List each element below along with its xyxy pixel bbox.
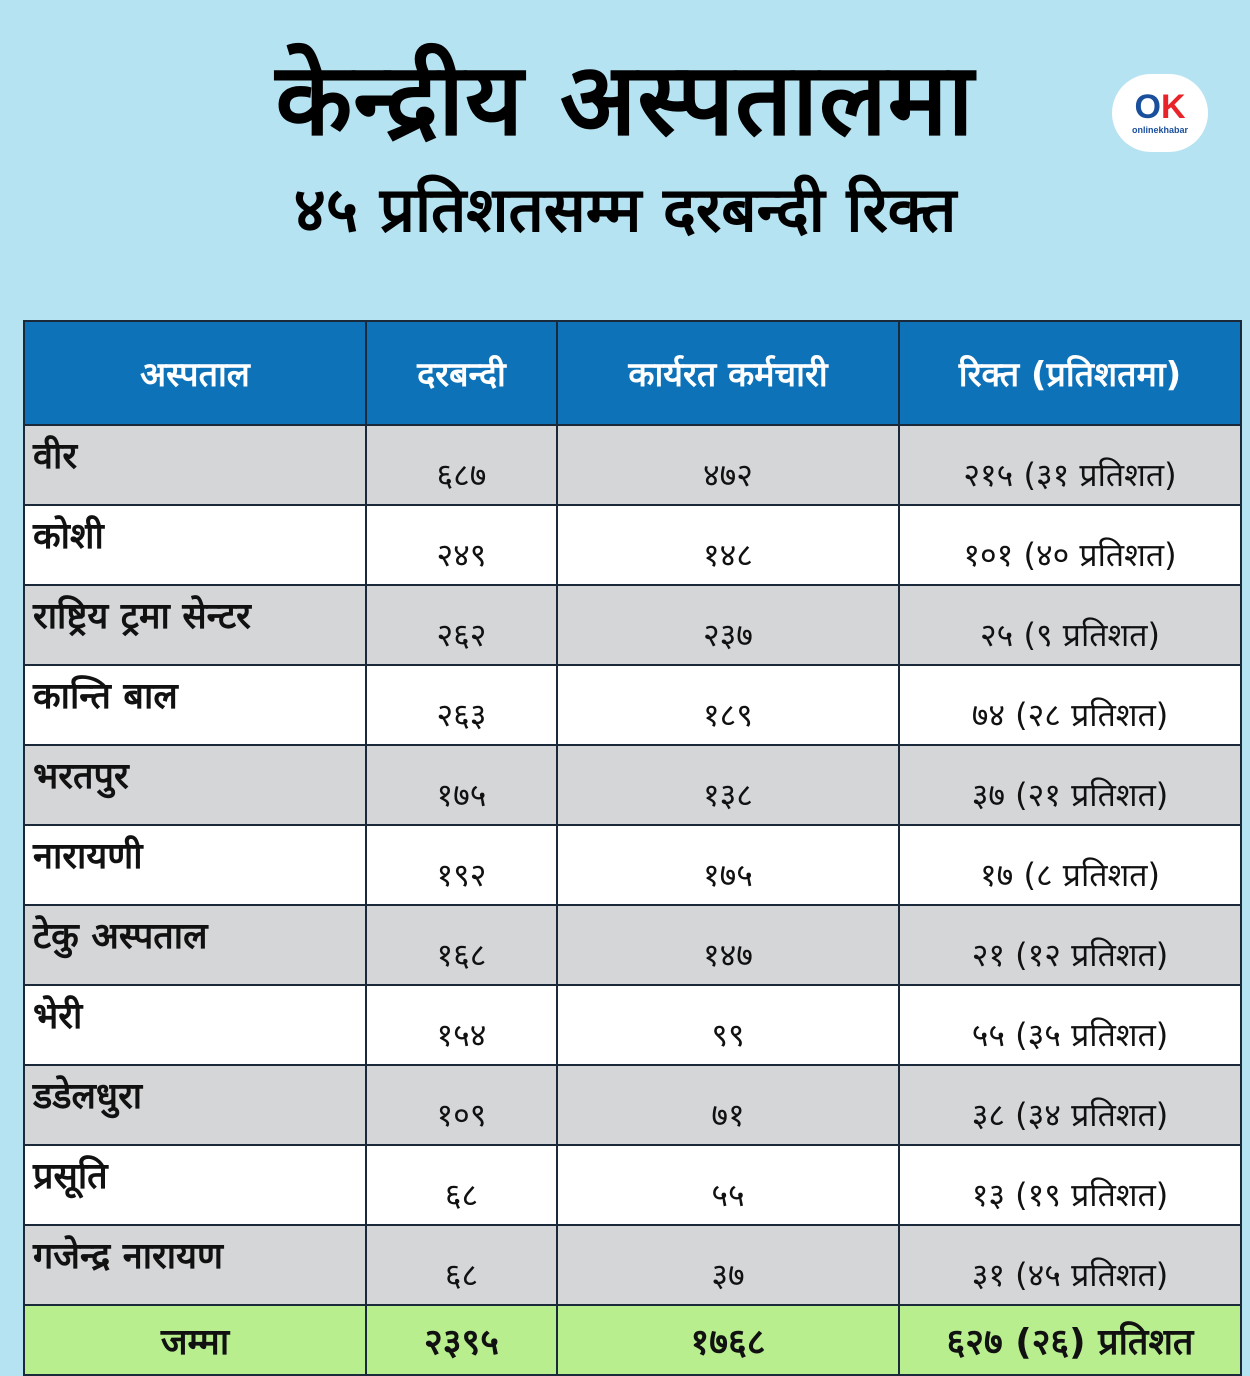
vacant-value: २५ (९ प्रतिशत) (899, 585, 1241, 665)
posts-value: ६८ (366, 1225, 557, 1305)
total-posts: २३९५ (366, 1305, 557, 1375)
logo-mark: OK (1134, 88, 1186, 126)
vacant-value: १७ (८ प्रतिशत) (899, 825, 1241, 905)
posts-value: २६२ (366, 585, 557, 665)
header-hospital: अस्पताल (24, 321, 366, 425)
table-row (24, 505, 1241, 585)
posts-value: १५४ (366, 985, 557, 1065)
hospital-name: नारायणी (24, 825, 366, 905)
table-row (24, 1225, 1241, 1305)
table-row (24, 425, 1241, 505)
hospital-name: भेरी (24, 985, 366, 1065)
vacant-value: २१५ (३१ प्रतिशत) (899, 425, 1241, 505)
vacant-value: २१ (१२ प्रतिशत) (899, 905, 1241, 985)
hospital-name: प्रसूति (24, 1145, 366, 1225)
vacant-value: १३ (१९ प्रतिशत) (899, 1145, 1241, 1225)
posts-value: १७५ (366, 745, 557, 825)
hospital-name: भरतपुर (24, 745, 366, 825)
hospital-name: कान्ति बाल (24, 665, 366, 745)
working-value: ७१ (557, 1065, 899, 1145)
posts-value: १९२ (366, 825, 557, 905)
table-row (24, 985, 1241, 1065)
working-value: ९९ (557, 985, 899, 1065)
page-title: केन्द्रीय अस्पतालमा (275, 41, 975, 158)
vacant-value: ३७ (२१ प्रतिशत) (899, 745, 1241, 825)
working-value: १७५ (557, 825, 899, 905)
title-block (0, 40, 1250, 250)
table-row (24, 1065, 1241, 1145)
total-row (24, 1305, 1241, 1375)
working-value: १८९ (557, 665, 899, 745)
logo-text: onlinekhabar (1131, 125, 1188, 135)
header-working: कार्यरत कर्मचारी (557, 321, 899, 425)
vacant-value: ७४ (२८ प्रतिशत) (899, 665, 1241, 745)
onlinekhabar-logo (1112, 74, 1208, 152)
working-value: २३७ (557, 585, 899, 665)
vacant-value: १०१ (४० प्रतिशत) (899, 505, 1241, 585)
vacant-value: ३८ (३४ प्रतिशत) (899, 1065, 1241, 1145)
total-working: १७६८ (557, 1305, 899, 1375)
total-label: जम्मा (24, 1305, 366, 1375)
working-value: १४७ (557, 905, 899, 985)
hospital-name: टेकु अस्पताल (24, 905, 366, 985)
posts-value: १०९ (366, 1065, 557, 1145)
posts-value: ६८ (366, 1145, 557, 1225)
table-row (24, 825, 1241, 905)
table-row (24, 905, 1241, 985)
working-value: १४८ (557, 505, 899, 585)
hospital-name: राष्ट्रिय ट्रमा सेन्टर (24, 585, 366, 665)
hospital-name: डडेलधुरा (24, 1065, 366, 1145)
posts-value: १६८ (366, 905, 557, 985)
posts-value: ६८७ (366, 425, 557, 505)
hospital-name: वीर (24, 425, 366, 505)
working-value: १३८ (557, 745, 899, 825)
hospital-name: गजेन्द्र नारायण (24, 1225, 366, 1305)
header-posts: दरबन्दी (366, 321, 557, 425)
working-value: ५५ (557, 1145, 899, 1225)
vacant-value: ५५ (३५ प्रतिशत) (899, 985, 1241, 1065)
table-row (24, 745, 1241, 825)
posts-value: २६३ (366, 665, 557, 745)
table-row (24, 1145, 1241, 1225)
header-vacant: रिक्त (प्रतिशतमा) (899, 321, 1241, 425)
posts-value: २४९ (366, 505, 557, 585)
vacant-value: ३१ (४५ प्रतिशत) (899, 1225, 1241, 1305)
hospital-vacancy-table (23, 320, 1242, 1376)
hospital-name: कोशी (24, 505, 366, 585)
table-row (24, 665, 1241, 745)
table-header-row (24, 321, 1241, 425)
table-row (24, 585, 1241, 665)
page-subtitle: ४५ प्रतिशतसम्म दरबन्दी रिक्त (293, 173, 957, 246)
working-value: ३७ (557, 1225, 899, 1305)
working-value: ४७२ (557, 425, 899, 505)
total-vacant: ६२७ (२६) प्रतिशत (899, 1305, 1241, 1375)
